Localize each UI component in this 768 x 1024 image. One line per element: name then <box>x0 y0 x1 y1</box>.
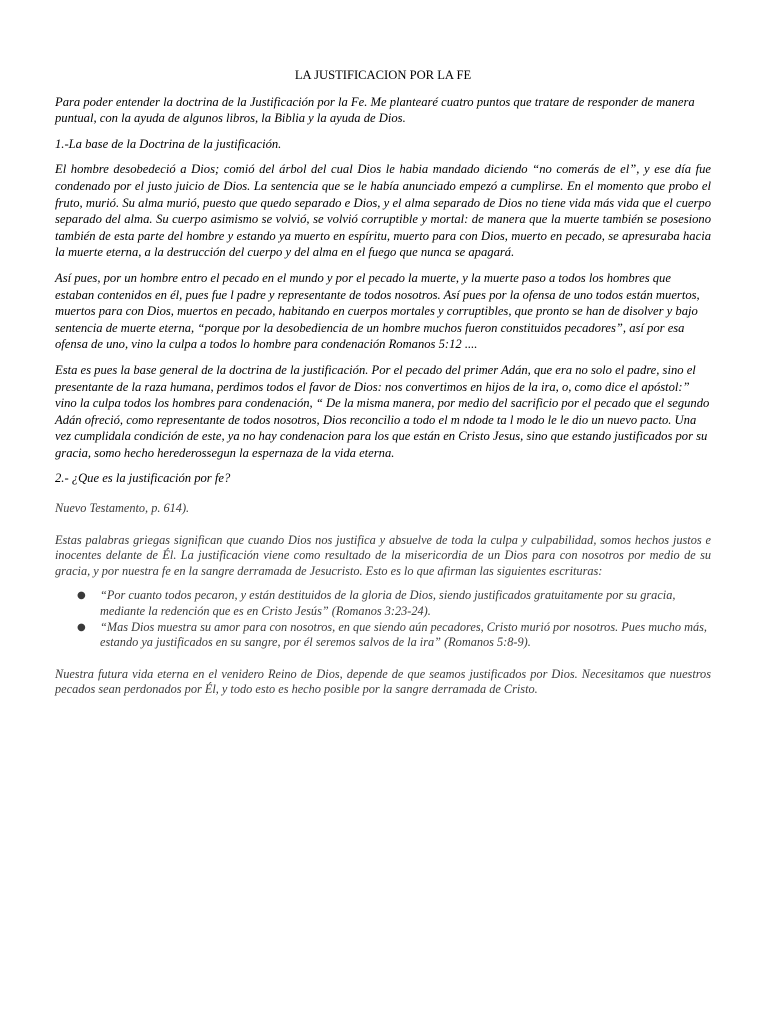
list-item <box>55 620 711 651</box>
section-2-reference: Nuevo Testamento, p. 614). <box>55 501 190 516</box>
scripture-quote: “Por cuanto todos pecaron, y están destituidos de la gloria de Dios, siendo justificados gratuitamente por su gracia, mediante la redención que es en Cristo Jesús” (Romanos 3:23-24). <box>100 588 676 619</box>
section-2-paragraph-1: Estas palabras griegas significan que cuando Dios nos justifica y absuelve de toda la culpa y culpabilidad, somos hechos justos e inocentes delante de Él. La justificación viene como resultado de la misericordia de un Dios para con nosotros por medio de su gracia, y por nuestra fe en la sangre derramada de Jesucristo. Esto es lo que afirman las siguientes escrituras: <box>55 532 711 578</box>
bullet-icon: ● <box>77 621 86 633</box>
list-item <box>55 588 711 619</box>
section-1-paragraph-3: Esta es pues la base general de la doctrina de la justificación. Por el pecado del primer Adán, que era no solo el padre, sino el presentante de la raza humana, perdimos todos el favor de Dios: nos convertimos en hijos de la ira, o, como dice el apóstol:” vino la culpa todos los hombres para condenación, “ De la misma manera, por medio del sacrificio por el pecado que el segundo Adán ofreció, como representante de todos nosotros, Dios reconcilio a todo el m ndode ta l modo le le dio un nuevo pacto. Una vez cumplidala condición de este, ya no hay condenacion para los que están en Cristo Jesus, sino que estando justificados por su gracia, somo hecho herederossegun la espernaza de la vida eterna. <box>55 362 710 460</box>
intro-paragraph: Para poder entender la doctrina de la Justificación por la Fe. Me plantearé cuatro puntos que tratare de responder de manera puntual, con la ayuda de algunos libros, la Biblia y la ayuda de Dios. <box>55 94 695 126</box>
scripture-quote-list <box>55 588 711 650</box>
scripture-quote: “Mas Dios muestra su amor para con nosotros, en que siendo aún pecadores, Cristo murió por nosotros. Pues mucho más, estando ya justificados en su sangre, por él seremos salvos de la ira” (Romanos 5:8-9). <box>100 619 707 650</box>
bullet-icon: ● <box>77 590 86 602</box>
section-2-heading: 2.- ¿Que es la justificación por fe? <box>55 471 231 486</box>
section-1-paragraph-2: Así pues, por un hombre entro el pecado en el mundo y por el pecado la muerte, y la muerte paso a todos los hombres que estaban contenidos en él, pues fue l padre y representante de todos nosotros. Así pues por la ofensa de uno todos están muertos, muertos para con Dios, muertos en pecado, habitando en cuerpos mortales y corruptibles, que pronto se han de disolver y bajo sentencia de muerte eterna, “porque por la desobediencia de un hombre muchos fueron constituidos pecadores”, así por esa ofensa de uno, vino la culpa a todos lo hombre para condenación Romanos 5:12 .... <box>55 270 700 352</box>
document-page <box>55 67 711 707</box>
section-1-paragraph-1: El hombre desobedeció a Dios; comió del árbol del cual Dios le habia mandado diciendo “no comerás de el”, y ese día fue condenado por el justo juicio de Dios. La sentencia que se le había anunciado empezó a cumplirse. En el momento que probo el fruto, murió. Su alma murió, puesto que quedo separado e Dios, y el alma separado de Dios no tiene vida más vida que el cuerpo separado del alma. Su cuerpo asimismo se volvió, se volvió corruptible y mortal: de manera que la muerte también se posesiono también de esta parte del hombre y estando ya muerto en espíritu, muerto para con Dios, muerto en pecado, se apresuraba hacia la muerte eterna, a la destrucción del cuerpo y del alma en el fuego que nunca se apagará. <box>55 162 711 260</box>
section-2-paragraph-2: Nuestra futura vida eterna en el venidero Reino de Dios, depende de que seamos justificados por Dios. Necesitamos que nuestros pecados sean perdonados por Él, y todo esto es hecho posible por la sangre derramada de Cristo. <box>55 666 711 697</box>
document-title: LA JUSTIFICACION POR LA FE <box>294 68 472 82</box>
section-1-heading: 1.-La base de la Doctrina de la justificación. <box>55 136 282 151</box>
